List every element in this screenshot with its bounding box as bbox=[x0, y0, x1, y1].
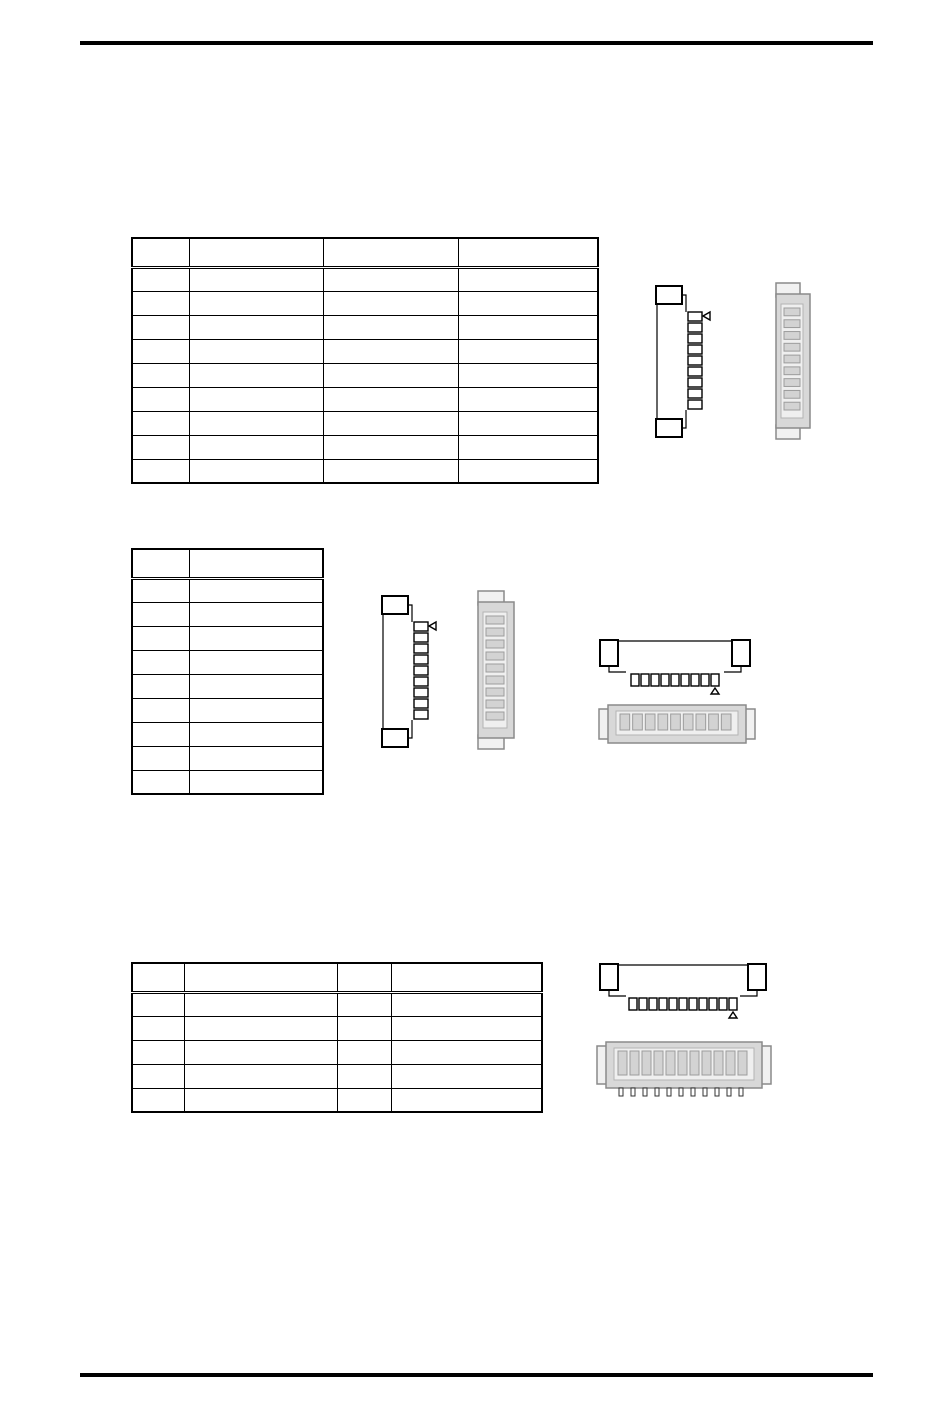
table-header-row bbox=[132, 549, 323, 578]
table-cell bbox=[189, 578, 323, 602]
table-cell bbox=[132, 459, 189, 483]
pin-4 bbox=[414, 655, 428, 664]
photo-contact-9 bbox=[784, 402, 800, 410]
pin1-marker-icon bbox=[729, 1012, 737, 1018]
table-cell bbox=[132, 650, 189, 674]
table-cell bbox=[189, 459, 323, 483]
table-cell bbox=[189, 770, 323, 794]
table-row bbox=[132, 698, 323, 722]
mount-tab-bottom bbox=[656, 419, 682, 437]
table-cell bbox=[132, 992, 184, 1016]
pin-8 bbox=[641, 674, 649, 686]
table-row bbox=[132, 339, 598, 363]
table-cell bbox=[323, 267, 458, 291]
photo-contact-2 bbox=[486, 628, 504, 636]
table-row bbox=[132, 267, 598, 291]
photo-contact-8 bbox=[702, 1051, 711, 1075]
bottom-rule bbox=[80, 1373, 873, 1377]
photo-contact-3 bbox=[642, 1051, 651, 1075]
mount-tab-left bbox=[600, 964, 618, 990]
table-cell bbox=[458, 459, 598, 483]
header-cell bbox=[184, 963, 337, 992]
table-cell bbox=[132, 315, 189, 339]
photo-leg-4 bbox=[655, 1088, 659, 1096]
table-row bbox=[132, 626, 323, 650]
pin-3 bbox=[688, 334, 702, 343]
photo-contact-3 bbox=[486, 640, 504, 648]
photo-contact-4 bbox=[784, 343, 800, 351]
header-cell bbox=[132, 963, 184, 992]
photo-leg-6 bbox=[679, 1088, 683, 1096]
pin-7 bbox=[688, 378, 702, 387]
pin-9 bbox=[414, 710, 428, 719]
table-cell bbox=[132, 1088, 184, 1112]
pin-4 bbox=[681, 674, 689, 686]
header-cell bbox=[323, 238, 458, 267]
table-row bbox=[132, 315, 598, 339]
photo-contact-6 bbox=[678, 1051, 687, 1075]
table-row bbox=[132, 650, 323, 674]
table-cell bbox=[391, 1040, 542, 1064]
pin-9 bbox=[631, 674, 639, 686]
pin-6 bbox=[661, 674, 669, 686]
pin-8 bbox=[688, 389, 702, 398]
photo-leg-10 bbox=[727, 1088, 731, 1096]
photo-leg-11 bbox=[739, 1088, 743, 1096]
table-row bbox=[132, 1064, 542, 1088]
table-row bbox=[132, 1088, 542, 1112]
pin-6 bbox=[679, 998, 687, 1010]
table-cell bbox=[189, 435, 323, 459]
table-cell bbox=[458, 291, 598, 315]
photo-leg-3 bbox=[643, 1088, 647, 1096]
pin-4 bbox=[688, 345, 702, 354]
pin-11 bbox=[629, 998, 637, 1010]
header-cell bbox=[458, 238, 598, 267]
photo-contact-8 bbox=[486, 700, 504, 708]
photo-contact-6 bbox=[683, 714, 693, 730]
photo-contact-7 bbox=[696, 714, 706, 730]
table-cell bbox=[458, 315, 598, 339]
mount-tab-right bbox=[748, 964, 766, 990]
table-cell bbox=[132, 339, 189, 363]
pin-2 bbox=[414, 633, 428, 642]
table-cell bbox=[391, 992, 542, 1016]
table-cell bbox=[184, 992, 337, 1016]
table-cell bbox=[337, 1040, 391, 1064]
photo-leg-5 bbox=[667, 1088, 671, 1096]
table-cell bbox=[337, 1016, 391, 1040]
table-row bbox=[132, 1040, 542, 1064]
photo-contact-7 bbox=[690, 1051, 699, 1075]
table-row bbox=[132, 291, 598, 315]
pin-2 bbox=[701, 674, 709, 686]
table-cell bbox=[132, 267, 189, 291]
table-row bbox=[132, 578, 323, 602]
photo-contact-4 bbox=[658, 714, 668, 730]
photo-contact-5 bbox=[671, 714, 681, 730]
pin-5 bbox=[688, 356, 702, 365]
table-row bbox=[132, 387, 598, 411]
pin-8 bbox=[414, 699, 428, 708]
photo-leg-2 bbox=[631, 1088, 635, 1096]
mount-tab-top bbox=[382, 596, 408, 614]
table-cell bbox=[189, 315, 323, 339]
header-cell bbox=[391, 963, 542, 992]
header-cell bbox=[337, 963, 391, 992]
header-cell bbox=[132, 238, 189, 267]
table-cell bbox=[189, 674, 323, 698]
photo-leg-1 bbox=[619, 1088, 623, 1096]
pin-1 bbox=[688, 312, 702, 321]
table-cell bbox=[132, 291, 189, 315]
table-cell bbox=[184, 1016, 337, 1040]
photo-contact-4 bbox=[654, 1051, 663, 1075]
photo-contact-2 bbox=[784, 320, 800, 328]
table-row bbox=[132, 602, 323, 626]
pin1-marker-icon bbox=[711, 688, 719, 694]
mount-tab-left bbox=[600, 640, 618, 666]
pin-3 bbox=[691, 674, 699, 686]
pin-4 bbox=[699, 998, 707, 1010]
table-row bbox=[132, 746, 323, 770]
header-cell bbox=[132, 549, 189, 578]
table-cell bbox=[458, 339, 598, 363]
pin-6 bbox=[688, 367, 702, 376]
photo-leg-9 bbox=[715, 1088, 719, 1096]
pin-5 bbox=[689, 998, 697, 1010]
pin-2 bbox=[688, 323, 702, 332]
pin-9 bbox=[649, 998, 657, 1010]
pin-9 bbox=[688, 400, 702, 409]
pin-table-a bbox=[131, 237, 599, 484]
pin-1 bbox=[414, 622, 428, 631]
table-cell bbox=[189, 411, 323, 435]
pin-10 bbox=[639, 998, 647, 1010]
photo-contact-9 bbox=[721, 714, 731, 730]
photo-contact-5 bbox=[784, 355, 800, 363]
table-cell bbox=[323, 459, 458, 483]
table-header-row bbox=[132, 238, 598, 267]
table-cell bbox=[458, 411, 598, 435]
pin-7 bbox=[669, 998, 677, 1010]
table-cell bbox=[184, 1064, 337, 1088]
table-cell bbox=[132, 1016, 184, 1040]
table-cell bbox=[458, 435, 598, 459]
photo-contact-8 bbox=[784, 390, 800, 398]
pin1-marker-icon bbox=[429, 622, 436, 630]
connector-a-outline bbox=[650, 282, 714, 440]
table-header-row bbox=[132, 963, 542, 992]
table-cell bbox=[189, 363, 323, 387]
table-row bbox=[132, 992, 542, 1016]
table-cell bbox=[132, 411, 189, 435]
table-cell bbox=[132, 770, 189, 794]
table-cell bbox=[132, 602, 189, 626]
table-cell bbox=[132, 722, 189, 746]
table-cell bbox=[391, 1064, 542, 1088]
table-cell bbox=[189, 602, 323, 626]
table-cell bbox=[323, 291, 458, 315]
table-row bbox=[132, 674, 323, 698]
photo-contact-3 bbox=[645, 714, 655, 730]
table-row bbox=[132, 363, 598, 387]
pin-5 bbox=[671, 674, 679, 686]
pin-3 bbox=[414, 644, 428, 653]
table-cell bbox=[323, 387, 458, 411]
photo-contact-1 bbox=[486, 616, 504, 624]
photo-contact-5 bbox=[666, 1051, 675, 1075]
table-cell bbox=[337, 1064, 391, 1088]
table-cell bbox=[189, 722, 323, 746]
table-cell bbox=[184, 1088, 337, 1112]
table-cell bbox=[189, 339, 323, 363]
table-cell bbox=[132, 435, 189, 459]
table-cell bbox=[337, 992, 391, 1016]
photo-contact-10 bbox=[726, 1051, 735, 1075]
table-cell bbox=[132, 626, 189, 650]
table-cell bbox=[184, 1040, 337, 1064]
connector-a-photo bbox=[774, 282, 814, 442]
table-cell bbox=[132, 387, 189, 411]
connector-b-photo bbox=[476, 590, 518, 752]
photo-contact-4 bbox=[486, 652, 504, 660]
table-row bbox=[132, 770, 323, 794]
pin-3 bbox=[709, 998, 717, 1010]
pin1-marker-icon bbox=[703, 312, 710, 320]
photo-contact-9 bbox=[486, 712, 504, 720]
table-cell bbox=[189, 650, 323, 674]
photo-leg-7 bbox=[691, 1088, 695, 1096]
table-row bbox=[132, 411, 598, 435]
photo-contact-11 bbox=[738, 1051, 747, 1075]
photo-contact-9 bbox=[714, 1051, 723, 1075]
photo-leg-8 bbox=[703, 1088, 707, 1096]
photo-contact-1 bbox=[620, 714, 630, 730]
connector-c-photo bbox=[598, 703, 758, 747]
table-cell bbox=[391, 1088, 542, 1112]
table-cell bbox=[323, 315, 458, 339]
photo-contact-5 bbox=[486, 664, 504, 672]
table-cell bbox=[132, 363, 189, 387]
table-cell bbox=[323, 411, 458, 435]
photo-contact-2 bbox=[630, 1051, 639, 1075]
photo-contact-2 bbox=[633, 714, 643, 730]
mount-tab-right bbox=[732, 640, 750, 666]
connector-d-outline bbox=[596, 960, 772, 1020]
table-cell bbox=[189, 626, 323, 650]
table-cell bbox=[323, 435, 458, 459]
mount-tab-bottom bbox=[382, 729, 408, 747]
pin-2 bbox=[719, 998, 727, 1010]
table-row bbox=[132, 435, 598, 459]
table-row bbox=[132, 459, 598, 483]
table-cell bbox=[323, 363, 458, 387]
photo-contact-1 bbox=[784, 308, 800, 316]
table-row bbox=[132, 1016, 542, 1040]
table-cell bbox=[458, 387, 598, 411]
photo-contact-6 bbox=[486, 676, 504, 684]
photo-contact-7 bbox=[486, 688, 504, 696]
table-cell bbox=[132, 1064, 184, 1088]
table-cell bbox=[391, 1016, 542, 1040]
connector-c-outline bbox=[596, 636, 756, 696]
pin-table-c bbox=[131, 962, 543, 1113]
table-cell bbox=[458, 363, 598, 387]
table-cell bbox=[458, 267, 598, 291]
table-cell bbox=[323, 339, 458, 363]
table-cell bbox=[132, 674, 189, 698]
table-cell bbox=[132, 746, 189, 770]
connector-d-photo bbox=[596, 1040, 774, 1100]
pin-7 bbox=[651, 674, 659, 686]
top-rule bbox=[80, 41, 873, 45]
photo-contact-8 bbox=[709, 714, 719, 730]
table-row bbox=[132, 722, 323, 746]
table-cell bbox=[337, 1088, 391, 1112]
pin-table-b bbox=[131, 548, 324, 795]
table-cell bbox=[189, 291, 323, 315]
pin-6 bbox=[414, 677, 428, 686]
table-cell bbox=[189, 746, 323, 770]
connector-b-outline bbox=[376, 592, 440, 750]
header-cell bbox=[189, 238, 323, 267]
header-cell bbox=[189, 549, 323, 578]
photo-contact-3 bbox=[784, 332, 800, 340]
table-cell bbox=[132, 1040, 184, 1064]
pin-1 bbox=[711, 674, 719, 686]
photo-contact-7 bbox=[784, 379, 800, 387]
table-cell bbox=[189, 267, 323, 291]
table-cell bbox=[132, 698, 189, 722]
table-cell bbox=[189, 698, 323, 722]
table-cell bbox=[189, 387, 323, 411]
photo-contact-6 bbox=[784, 367, 800, 375]
pin-1 bbox=[729, 998, 737, 1010]
mount-tab-top bbox=[656, 286, 682, 304]
pin-7 bbox=[414, 688, 428, 697]
photo-contact-1 bbox=[618, 1051, 627, 1075]
pin-5 bbox=[414, 666, 428, 675]
pin-8 bbox=[659, 998, 667, 1010]
table-cell bbox=[132, 578, 189, 602]
